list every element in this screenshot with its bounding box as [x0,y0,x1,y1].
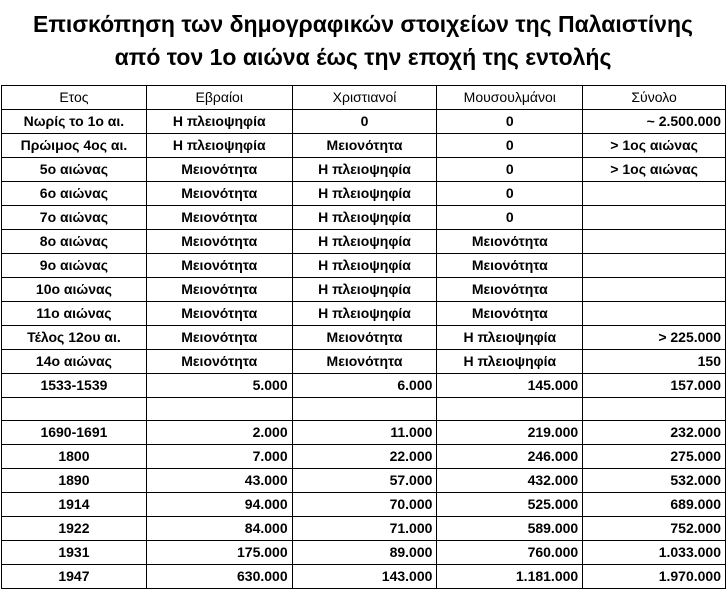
cell-muslims: Μειονότητα [437,278,583,302]
cell-muslims: 219.000 [437,421,583,445]
cell-total: 532.000 [583,469,726,493]
cell-christians: Η πλειοψηφία [292,254,437,278]
demographics-table [1,85,726,589]
cell-total [583,302,726,326]
cell-christians: 11.000 [292,421,437,445]
cell-jews: Μειονότητα [146,326,292,350]
cell-muslims: Μειονότητα [437,302,583,326]
table-row [2,230,726,254]
cell-year: 1914 [2,493,147,517]
cell-total: > 1ος αιώνας [583,134,726,158]
cell-year: Τέλος 12ου αι. [2,326,147,350]
table-row [2,374,726,398]
table-row [2,493,726,517]
cell-christians: Η πλειοψηφία [292,182,437,206]
cell-jews: Η πλειοψηφία [146,134,292,158]
cell-muslims: Μειονότητα [437,230,583,254]
cell-total [583,278,726,302]
cell-jews: Μειονότητα [146,278,292,302]
cell-christians: 89.000 [292,541,437,565]
table-row [2,350,726,374]
cell-christians: 0 [292,110,437,134]
cell-muslims: 246.000 [437,445,583,469]
cell-christians [292,398,437,421]
cell-christians: Η πλειοψηφία [292,278,437,302]
cell-christians: Η πλειοψηφία [292,302,437,326]
cell-jews: Μειονότητα [146,350,292,374]
cell-total: 150 [583,350,726,374]
table-row [2,158,726,182]
cell-jews: Μειονότητα [146,182,292,206]
cell-muslims [437,398,583,421]
cell-jews: 94.000 [146,493,292,517]
cell-year: 5ο αιώνας [2,158,147,182]
table-row [2,206,726,230]
table-row [2,302,726,326]
cell-muslims: Η πλειοψηφία [437,350,583,374]
title-line-1: Επισκόπηση των δημογραφικών στοιχείων της Παλαιστίνης [32,11,693,37]
cell-year [2,398,147,421]
cell-jews: Μειονότητα [146,254,292,278]
table-row [2,469,726,493]
cell-christians: 70.000 [292,493,437,517]
cell-muslims: Η πλειοψηφία [437,326,583,350]
cell-total [583,254,726,278]
cell-jews: 175.000 [146,541,292,565]
cell-total: 157.000 [583,374,726,398]
cell-total: 689.000 [583,493,726,517]
table-row [2,398,726,421]
cell-muslims: 0 [437,158,583,182]
table-row [2,421,726,445]
cell-year: Πρώιμος 4ος αι. [2,134,147,158]
cell-total: > 1ος αιώνας [583,158,726,182]
cell-jews: 7.000 [146,445,292,469]
cell-total [583,182,726,206]
cell-year: 9ο αιώνας [2,254,147,278]
table-row [2,278,726,302]
cell-christians: 22.000 [292,445,437,469]
cell-jews: 84.000 [146,517,292,541]
table-row [2,110,726,134]
header-muslims: Μουσουλμάνοι [437,86,583,110]
cell-total: 232.000 [583,421,726,445]
cell-muslims: 0 [437,182,583,206]
cell-year: 14ο αιώνας [2,350,147,374]
page-title [0,0,726,84]
cell-total [583,206,726,230]
cell-year: 11ο αιώνας [2,302,147,326]
cell-muslims: 525.000 [437,493,583,517]
cell-muslims: 0 [437,206,583,230]
cell-total: 275.000 [583,445,726,469]
cell-christians: Μειονότητα [292,134,437,158]
cell-year: 1690-1691 [2,421,147,445]
title-line-2: από τον 1ο αιώνα έως την εποχή της εντολής [114,44,612,70]
cell-muslims: Μειονότητα [437,254,583,278]
cell-year: 10ο αιώνας [2,278,147,302]
cell-year: 1533-1539 [2,374,147,398]
cell-year: 1922 [2,517,147,541]
cell-christians: Η πλειοψηφία [292,158,437,182]
header-total: Σύνολο [583,86,726,110]
cell-total: ~ 2.500.000 [583,110,726,134]
cell-jews: Μειονότητα [146,302,292,326]
table-row [2,134,726,158]
cell-jews: Μειονότητα [146,158,292,182]
cell-total [583,230,726,254]
cell-jews: 43.000 [146,469,292,493]
cell-muslims: 0 [437,110,583,134]
cell-muslims: 145.000 [437,374,583,398]
cell-year: Νωρίς το 1ο αι. [2,110,147,134]
cell-year: 1947 [2,565,147,589]
cell-total: 1.970.000 [583,565,726,589]
cell-year: 1890 [2,469,147,493]
cell-year: 1931 [2,541,147,565]
cell-muslims: 760.000 [437,541,583,565]
cell-jews: Μειονότητα [146,230,292,254]
table-header-row [2,86,726,110]
cell-total: 752.000 [583,517,726,541]
cell-jews: 5.000 [146,374,292,398]
cell-jews: Η πλειοψηφία [146,110,292,134]
table-row [2,445,726,469]
cell-christians: Η πλειοψηφία [292,230,437,254]
cell-total: > 225.000 [583,326,726,350]
header-jews: Εβραίοι [146,86,292,110]
cell-muslims: 0 [437,134,583,158]
table-row [2,541,726,565]
cell-jews: Μειονότητα [146,206,292,230]
cell-christians: 71.000 [292,517,437,541]
header-christians: Χριστιανοί [292,86,437,110]
cell-christians: Μειονότητα [292,326,437,350]
cell-jews: 630.000 [146,565,292,589]
table-row [2,182,726,206]
cell-christians: Η πλειοψηφία [292,206,437,230]
cell-muslims: 1.181.000 [437,565,583,589]
cell-year: 1800 [2,445,147,469]
header-year: Ετος [2,86,147,110]
cell-total [583,398,726,421]
cell-year: 6ο αιώνας [2,182,147,206]
table-row [2,565,726,589]
cell-year: 7ο αιώνας [2,206,147,230]
cell-total: 1.033.000 [583,541,726,565]
cell-muslims: 432.000 [437,469,583,493]
cell-christians: 6.000 [292,374,437,398]
cell-muslims: 589.000 [437,517,583,541]
table-row [2,326,726,350]
table-row [2,517,726,541]
cell-jews: 2.000 [146,421,292,445]
cell-christians: Μειονότητα [292,350,437,374]
cell-christians: 143.000 [292,565,437,589]
cell-year: 8ο αιώνας [2,230,147,254]
cell-christians: 57.000 [292,469,437,493]
cell-jews [146,398,292,421]
table-row [2,254,726,278]
